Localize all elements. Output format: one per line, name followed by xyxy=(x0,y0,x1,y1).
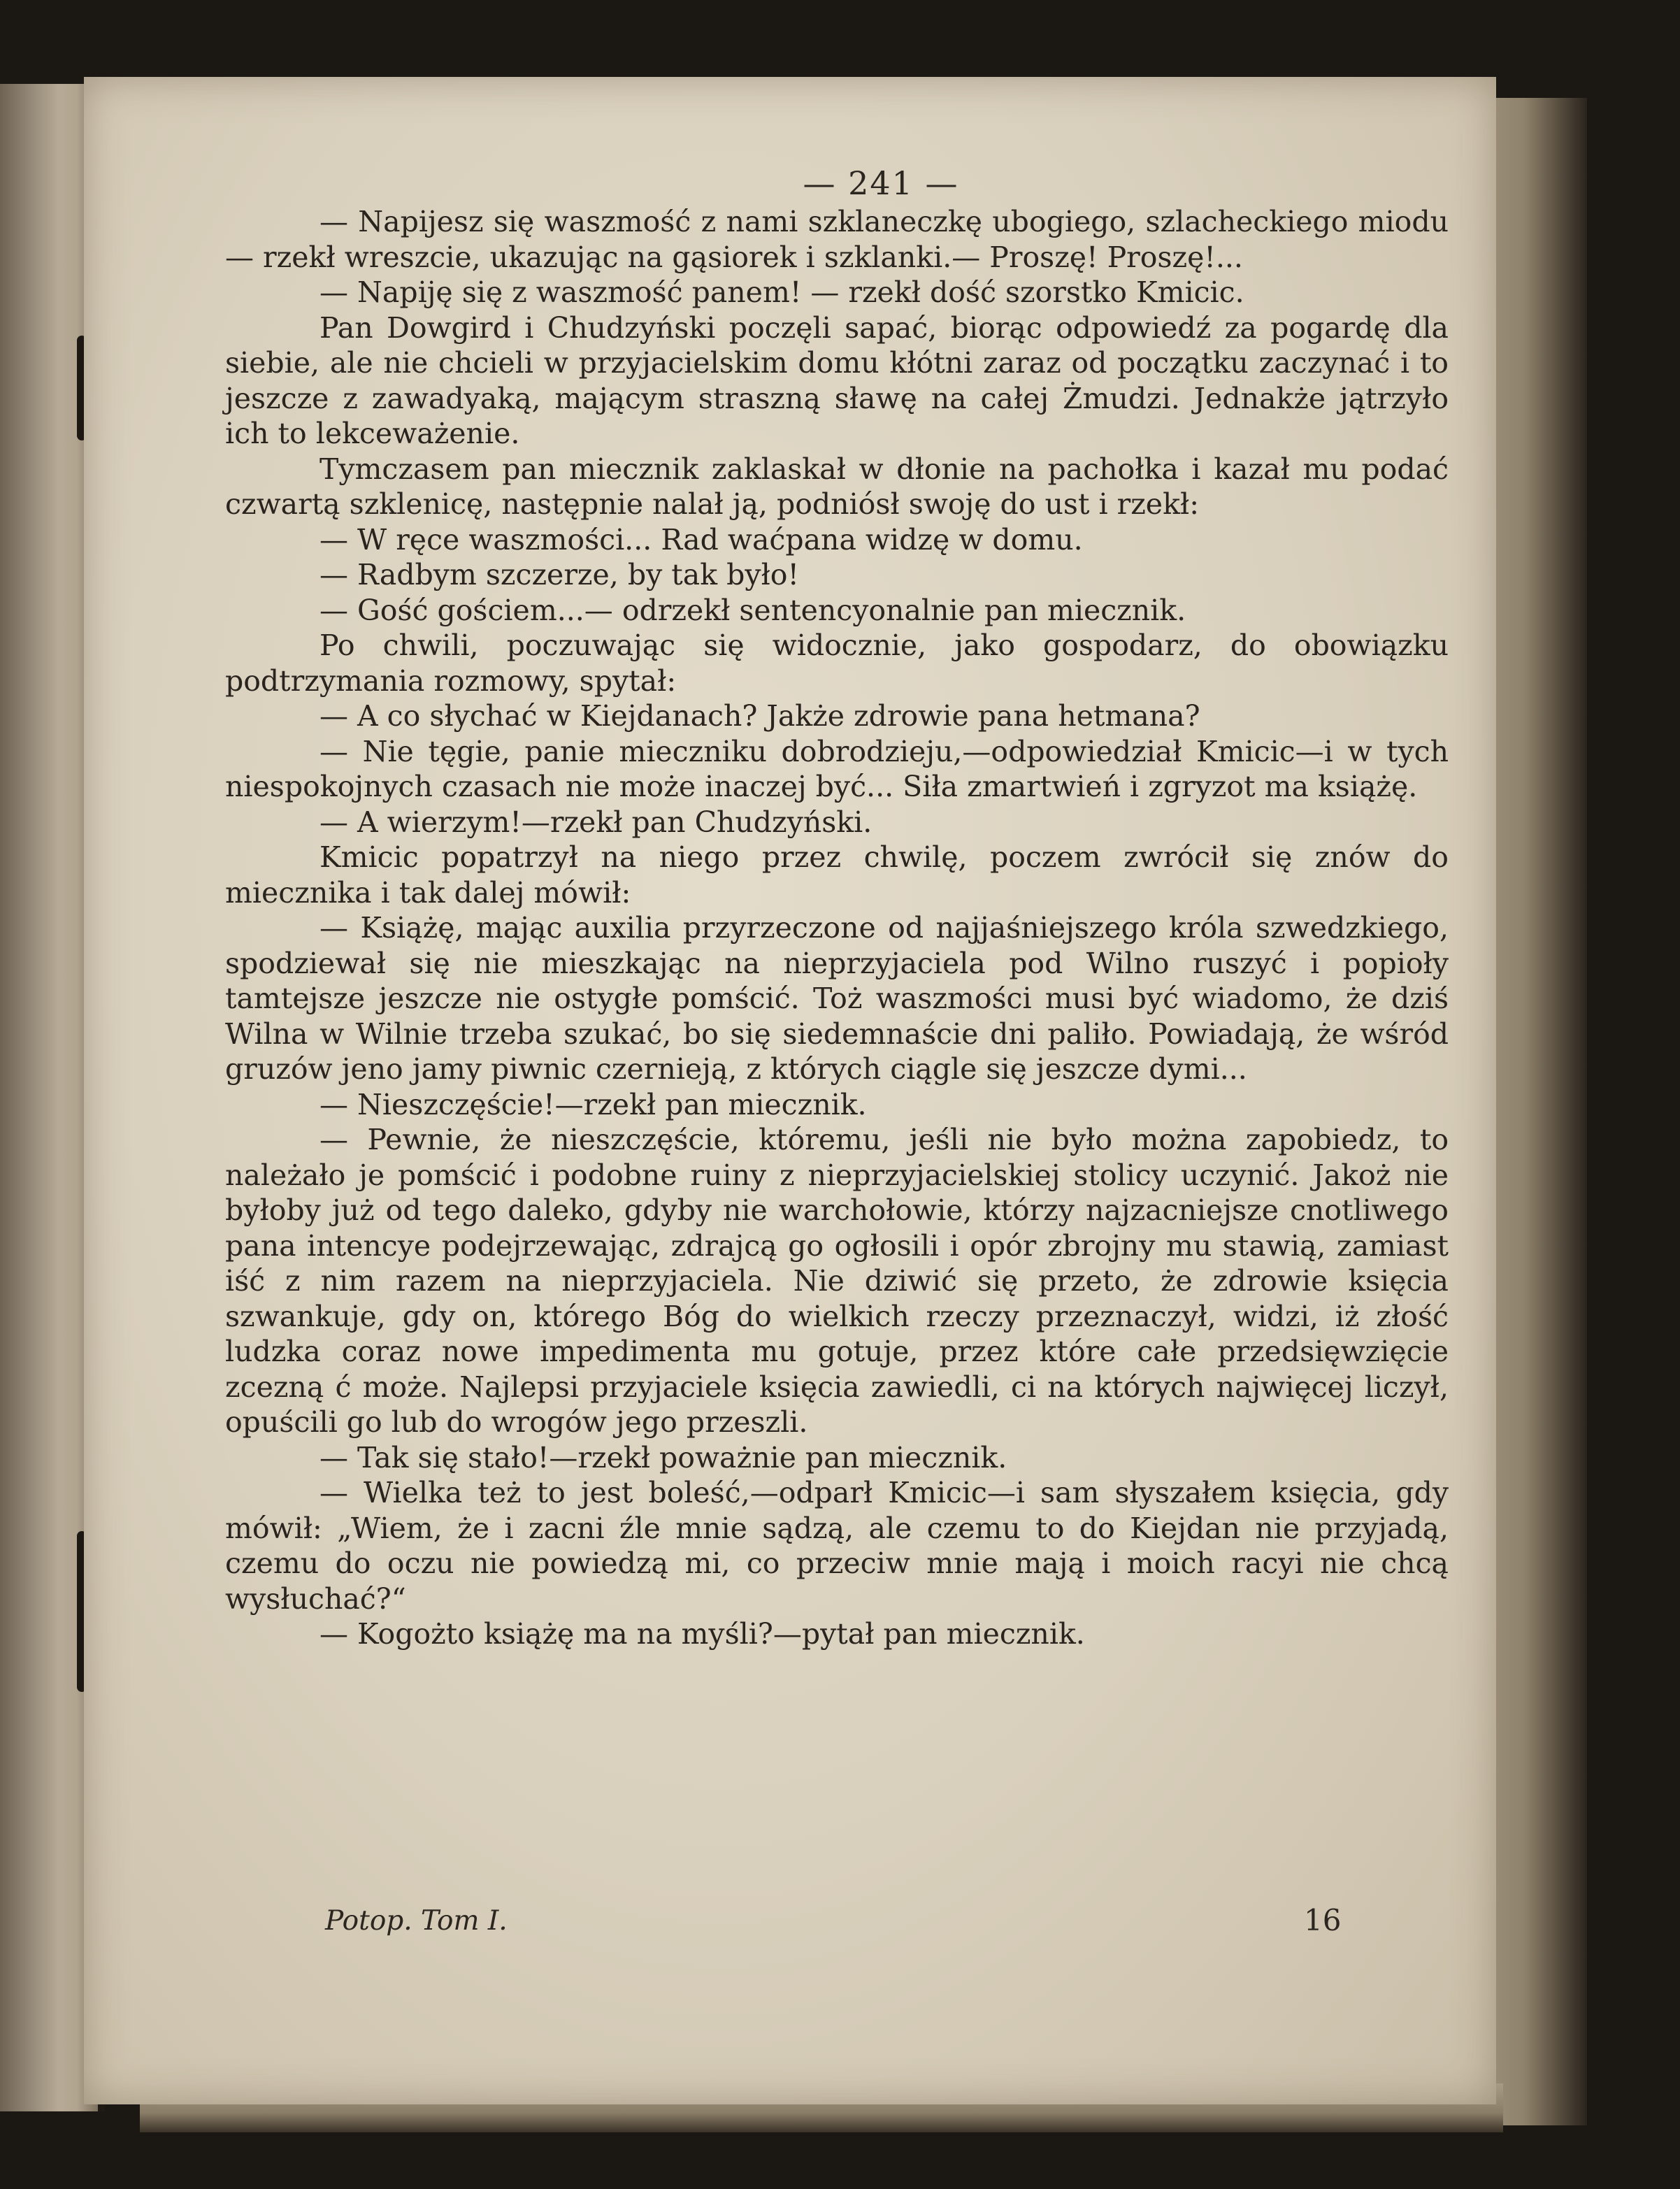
book-page xyxy=(84,77,1496,2104)
right-page-stack xyxy=(1482,98,1587,2125)
paragraph: — A co słychać w Kiejdanach? Jakże zdrowie pana hetmana? xyxy=(320,699,1200,733)
sheet-number: 16 xyxy=(1304,1903,1342,1937)
paragraph: — Wielka też to jest boleść,—odparł Kmicic—i sam słyszałem księcia, gdy mówił: „Wiem, że i zacni źle mnie sądzą, ale czemu to do Kiejdan nie przyjadą, czemu do oczu nie powiedzą mi, co przeciw mnie mają i moich racyi nie chcą wysłuchać?“ xyxy=(225,1476,1449,1616)
paragraph: — Napijesz się waszmość z nami szklaneczkę ubogiego, szlacheckiego miodu — rzekł wreszcie, ukazując na gąsiorek i szklanki.— Proszę! Proszę!... xyxy=(225,205,1449,274)
paragraph: — Kogożto książę ma na myśli?—pytał pan miecznik. xyxy=(320,1617,1085,1651)
paragraph: — Tak się stało!—rzekł poważnie pan miecznik. xyxy=(320,1440,1007,1474)
paragraph: — Radbym szczerze, by tak było! xyxy=(320,558,799,591)
signature-mark: Potop. Tom I. xyxy=(325,1905,508,1937)
paragraph: Po chwili, poczuwając się widocznie, jako gospodarz, do obowiązku podtrzymania rozmowy, spytał: xyxy=(225,629,1449,698)
paragraph: — Napiję się z waszmość panem! — rzekł dość szorstko Kmicic. xyxy=(320,275,1244,309)
paragraph: — A wierzym!—rzekł pan Chudzyński. xyxy=(320,805,873,839)
paragraph: Pan Dowgird i Chudzyński poczęli sapać, biorąc odpowiedź za pogardę dla siebie, ale nie chcieli w przyjacielskim domu kłótni zaraz od początku zaczynać i to jeszcze z zawadyaką, mającym straszną sławę na całej Żmudzi. Jednakże jątrzyło ich to lekceważenie. xyxy=(225,310,1449,450)
page-number: — 241 — xyxy=(803,164,959,202)
paragraph: — W ręce waszmości... Rad waćpana widzę w domu. xyxy=(320,522,1083,557)
paragraph: — Gość gościem...— odrzekł sentencyonalnie pan miecznik. xyxy=(320,593,1186,627)
paragraph: Kmicic popatrzył na niego przez chwilę, poczem zwrócił się znów do miecznika i tak dalej mówił: xyxy=(225,840,1449,910)
paragraph: Tymczasem pan miecznik zaklaskał w dłonie na pachołka i kazał mu podać czwartą szklenicę, następnie nalał ją, podniósł swoję do ust i rzekł: xyxy=(225,452,1449,521)
paragraph: — Nie tęgie, panie mieczniku dobrodzieju,—odpowiedział Kmicic—i w tych niespokojnych czasach nie może inaczej być... Siła zmartwień i zgryzot ma książę. xyxy=(225,734,1449,803)
body-text xyxy=(225,204,1449,1652)
paragraph: — Nieszczęście!—rzekł pan miecznik. xyxy=(320,1087,867,1121)
paragraph: — Pewnie, że nieszczęście, któremu, jeśli nie było można zapobiedz, to należało je pomścić i podobne ruiny z nieprzyjacielskiej stolicy uczynić. Jakoż nie byłoby już od tego daleko, gdyby nie warchołowie, którzy najzacniejsze cnotliwego pana intencye podejrzewając, zdrajcą go ogłosili i opór zbrojny mu stawią, zamiast iść z nim razem na nieprzyjaciela. Nie dziwić się przeto, że zdrowie księcia szwankuje, gdy on, którego Bóg do wielkich rzeczy przeznaczył, widzi, iż złość ludzka coraz nowe impedimenta mu gotuje, przez które całe przedsięwzięcie zcezną ć może. Najlepsi przyjaciele księcia zawiedli, ci na których najwięcej liczył, opuścili go lub do wrogów jego przeszli. xyxy=(225,1123,1449,1439)
paragraph: — Książę, mając auxilia przyrzeczone od najjaśniejszego króla szwedzkiego, spodziewał się nie mieszkając na nieprzyjaciela pod Wilno ruszyć i popioły tamtejsze jeszcze nie ostygłe pomścić. Toż waszmości musi być wiadomo, że dziś Wilna w Wilnie trzeba szukać, bo się siedemnaście dni paliło. Powiadają, że wśród gruzów jeno jamy piwnic czernieją, z których ciągle się jeszcze dymi... xyxy=(225,911,1449,1086)
